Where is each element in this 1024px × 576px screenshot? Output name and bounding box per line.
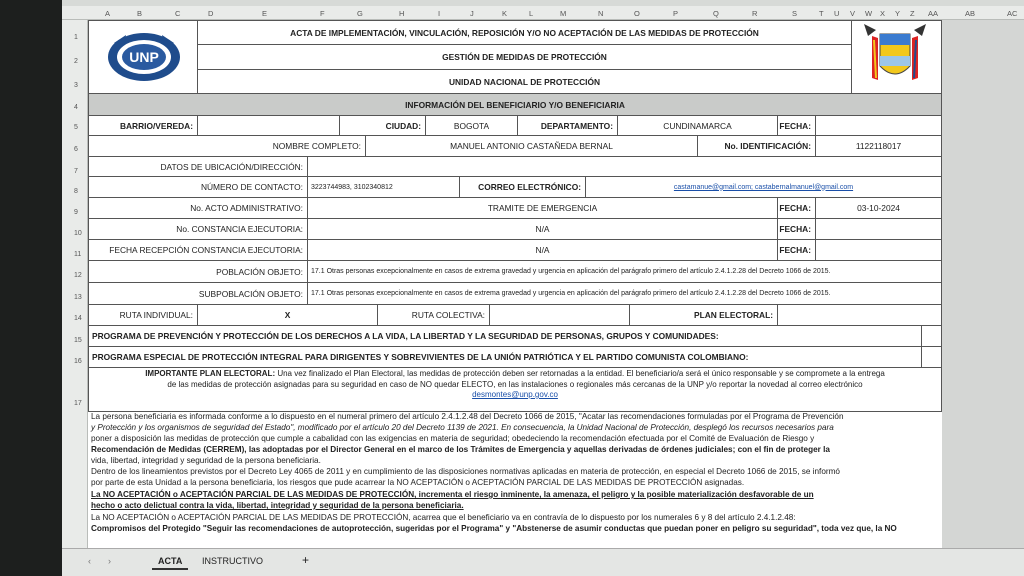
row-header-bar <box>62 20 88 548</box>
row-header[interactable]: 4 <box>74 104 78 111</box>
col-header[interactable]: L <box>529 9 534 18</box>
row-header[interactable]: 9 <box>74 209 78 216</box>
constancia-fecha-value[interactable] <box>816 219 942 240</box>
programa-especial-check[interactable] <box>922 347 942 368</box>
col-header[interactable]: R <box>752 9 758 18</box>
col-header[interactable]: O <box>634 9 640 18</box>
row-header[interactable]: 6 <box>74 146 78 153</box>
title-unidad: UNIDAD NACIONAL DE PROTECCIÓN <box>198 70 852 94</box>
body-line-10: La NO ACEPTACIÓN o ACEPTACIÓN PARCIAL DE LAS MEDIDAS DE PROTECCIÓN, acarrea que el beneficiario va en contravía de lo dispuesto por los numerales 6 y 8 del artículo 2.4.1.2.48: <box>91 513 796 522</box>
row-header[interactable]: 7 <box>74 168 78 175</box>
col-header[interactable]: X <box>880 9 886 18</box>
nombre-label: NOMBRE COMPLETO: <box>88 136 366 157</box>
row-header[interactable]: 3 <box>74 82 78 89</box>
departamento-label: DEPARTAMENTO: <box>518 116 618 136</box>
constancia-fecha-label: FECHA: <box>778 219 816 240</box>
ruta-colectiva-value[interactable] <box>490 305 630 326</box>
acto-value[interactable]: TRAMITE DE EMERGENCIA <box>308 198 778 219</box>
plan-electoral-label: PLAN ELECTORAL: <box>630 305 778 326</box>
body-line-6: Dentro de los lineamientos previstos por el Decreto Ley 4065 de 2011 y en cumplimiento de las disposiciones normativas aplicadas en materia de protección, en especial el Decreto 1066 de 2015, se informó <box>91 467 840 476</box>
body-line-3: poner a disposición las medidas de protección que cumple a cabalidad con las exigencias en materia de seguridad; obedeciendo la recomendación efectuada por el Comité de Evaluación de Riesgo y <box>91 434 815 443</box>
row-header[interactable]: 11 <box>74 251 82 258</box>
body-line-11: Compromisos del Protegido "Seguir las recomendaciones de autoprotección, sugeridas por el Programa" y "Abstenerse de asumir conductas que puedan poner en peligro su seguridad", toda vez que, la NO <box>91 524 897 533</box>
row-header[interactable]: 15 <box>74 337 82 344</box>
col-header[interactable]: AB <box>965 9 976 18</box>
body-line-2: y Protección y los organismos de seguridad del Estado", modificado por el artículo 20 del Decreto 1139 de 2021. En consecuencia, la Unidad Nacional de Protección, desplegó los recursos necesarios para <box>91 423 834 432</box>
col-header[interactable]: V <box>850 9 856 18</box>
departamento-value[interactable]: CUNDINAMARCA <box>618 116 778 136</box>
row-header[interactable]: 2 <box>74 58 78 65</box>
sheet-grid[interactable] <box>88 20 942 548</box>
identificacion-value[interactable]: 1122118017 <box>816 136 942 157</box>
tab-acta[interactable]: ACTA <box>152 554 188 570</box>
title-gestion: GESTIÓN DE MEDIDAS DE PROTECCIÓN <box>198 45 852 70</box>
notice-email[interactable]: desmontes@unp.gov.co <box>472 390 558 399</box>
correo-value[interactable]: castamanue@gmail.com; castabernalmanuel@gmail.com <box>586 177 942 198</box>
correo-label: CORREO ELECTRÓNICO: <box>460 177 586 198</box>
coat-of-arms-cell <box>852 20 942 94</box>
ciudad-value[interactable]: BOGOTA <box>426 116 518 136</box>
col-header[interactable]: T <box>819 9 824 18</box>
row-header[interactable]: 17 <box>74 400 82 407</box>
add-sheet-button[interactable]: + <box>302 553 310 567</box>
col-header[interactable]: AC <box>1007 9 1018 18</box>
empty-sheet-area[interactable] <box>942 20 1024 548</box>
subpoblacion-label: SUBPOBLACIÓN OBJETO: <box>88 283 308 305</box>
programa-prevencion: PROGRAMA DE PREVENCIÓN Y PROTECCIÓN DE LOS DERECHOS A LA VIDA, LA LIBERTAD Y LA SEGURIDAD DE PERSONAS, GRUPOS Y COMUNIDADES: <box>88 326 922 347</box>
col-header[interactable]: N <box>598 9 604 18</box>
col-header[interactable]: Y <box>895 9 901 18</box>
poblacion-label: POBLACIÓN OBJETO: <box>88 261 308 283</box>
col-header[interactable]: E <box>262 9 268 18</box>
column-header-bar <box>62 6 1024 20</box>
ubicacion-value[interactable] <box>308 157 942 177</box>
col-header[interactable]: Q <box>713 9 719 18</box>
programa-especial: PROGRAMA ESPECIAL DE PROTECCIÓN INTEGRAL PARA DIRIGENTES Y SOBREVIVIENTES DE LA UNIÓN PATRIÓTICA Y EL PARTIDO COMUNISTA COLOMBIANO: <box>88 347 922 368</box>
notice-text-1: Una vez finalizado el Plan Electoral, las medidas de protección deben ser retornadas a la entidad. El beneficiario/a será el único responsable y se compromete a la entrega <box>275 369 885 378</box>
ciudad-label: CIUDAD: <box>340 116 426 136</box>
spreadsheet-window <box>62 0 1024 576</box>
constancia-value[interactable]: N/A <box>308 219 778 240</box>
body-line-4: Recomendación de Medidas (CERREM), las adoptadas por el Director General en el marco de los Trámites de Emergencia y aquellas derivadas de órdenes judiciales; con el fin de proteger la <box>91 445 830 454</box>
svg-text:UNP: UNP <box>129 49 159 65</box>
row-header[interactable]: 1 <box>74 34 78 41</box>
row-header[interactable]: 13 <box>74 294 82 301</box>
acto-label: No. ACTO ADMINISTRATIVO: <box>88 198 308 219</box>
contacto-value[interactable]: 3223744983, 3102340812 <box>308 177 460 198</box>
tab-scroll-left-icon[interactable]: ‹ <box>88 556 91 566</box>
body-line-8: La NO ACEPTACIÓN o ACEPTACIÓN PARCIAL DE LAS MEDIDAS DE PROTECCIÓN, incrementa el riesgo inminente, la amenaza, el peligro y la posible materialización desfavorable de un <box>91 490 814 499</box>
col-header[interactable]: U <box>834 9 840 18</box>
fecha-label: FECHA: <box>778 116 816 136</box>
col-header[interactable]: J <box>470 9 474 18</box>
barrio-value[interactable] <box>198 116 340 136</box>
tab-scroll-right-icon[interactable]: › <box>108 556 111 566</box>
col-header[interactable]: Z <box>910 9 915 18</box>
row-header[interactable]: 14 <box>74 315 82 322</box>
body-line-9: hecho o acto delictual contra la vida, libertad, integridad y seguridad de la persona beneficiaria. <box>91 501 464 510</box>
col-header[interactable]: I <box>438 9 441 18</box>
recepcion-label: FECHA RECEPCIÓN CONSTANCIA EJECUTORIA: <box>88 240 308 261</box>
identificacion-label: No. IDENTIFICACIÓN: <box>698 136 816 157</box>
poblacion-value[interactable]: 17.1 Otras personas excepcionalmente en casos de extrema gravedad y urgencia en aplicación del parágrafo primero del artículo 2.4.1.2.28 del Decreto 1066 de 2015. <box>308 261 942 283</box>
recepcion-value[interactable]: N/A <box>308 240 778 261</box>
col-header[interactable]: H <box>399 9 405 18</box>
col-header[interactable]: M <box>560 9 567 18</box>
fecha-value[interactable] <box>816 116 942 136</box>
body-line-1: La persona beneficiaria es informada conforme a lo dispuesto en el numeral primero del artículo 2.4.1.2.48 del Decreto 1066 de 2015, "Acatar las recomendaciones formuladas por el Programa de Prevención <box>91 412 844 421</box>
acto-fecha-label: FECHA: <box>778 198 816 219</box>
contacto-label: NÚMERO DE CONTACTO: <box>88 177 308 198</box>
ubicacion-label: DATOS DE UBICACIÓN/DIRECCIÓN: <box>88 157 308 177</box>
col-header[interactable]: C <box>175 9 181 18</box>
nombre-value[interactable]: MANUEL ANTONIO CASTAÑEDA BERNAL <box>366 136 698 157</box>
coat-of-arms-icon <box>852 22 938 92</box>
constancia-label: No. CONSTANCIA EJECUTORIA: <box>88 219 308 240</box>
plan-electoral-notice <box>88 368 942 412</box>
subpoblacion-value[interactable]: 17.1 Otras personas excepcionalmente en casos de extrema gravedad y urgencia en aplicación del parágrafo primero del artículo 2.4.1.2.28 del Decreto 1066 de 2015. <box>308 283 942 305</box>
recepcion-fecha-label: FECHA: <box>778 240 816 261</box>
unp-logo-cell <box>88 20 198 94</box>
col-header[interactable]: S <box>792 9 798 18</box>
col-header[interactable]: K <box>502 9 508 18</box>
row-header[interactable]: 5 <box>74 124 78 131</box>
title-main: ACTA DE IMPLEMENTACIÓN, VINCULACIÓN, REPOSICIÓN Y/O NO ACEPTACIÓN DE LAS MEDIDAS DE PROTECCIÓN <box>198 20 852 45</box>
body-line-5: vida, libertad, integridad y seguridad de la persona beneficiaria. <box>91 456 321 465</box>
recepcion-fecha-value[interactable] <box>816 240 942 261</box>
notice-title: IMPORTANTE PLAN ELECTORAL: <box>145 369 276 378</box>
col-header[interactable]: G <box>357 9 363 18</box>
row-header[interactable]: 8 <box>74 188 78 195</box>
unp-logo <box>99 24 189 90</box>
row-header[interactable]: 10 <box>74 230 82 237</box>
row-header[interactable]: 12 <box>74 272 82 279</box>
col-header[interactable]: F <box>320 9 325 18</box>
col-header[interactable]: A <box>105 9 111 18</box>
barrio-label: BARRIO/VEREDA: <box>88 116 198 136</box>
plan-electoral-value[interactable] <box>778 305 942 326</box>
col-header[interactable]: AA <box>928 9 939 18</box>
col-header[interactable]: W <box>865 9 873 18</box>
ruta-colectiva-label: RUTA COLECTIVA: <box>378 305 490 326</box>
col-header[interactable]: D <box>208 9 214 18</box>
programa-prevencion-check[interactable] <box>922 326 942 347</box>
ruta-individual-value[interactable]: X <box>198 305 378 326</box>
acto-fecha-value[interactable]: 03-10-2024 <box>816 198 942 219</box>
notice-text-2: de las medidas de protección asignadas para su seguridad en caso de NO quedar ELECTO, en las instalaciones o regionales más cercanas de la UNP y/o reportar la novedad al correo electrónico <box>167 379 863 389</box>
sheet-tab-bar <box>62 548 1024 576</box>
row-header[interactable]: 16 <box>74 358 82 365</box>
tab-instructivo[interactable]: INSTRUCTIVO <box>202 556 264 566</box>
section-header: INFORMACIÓN DEL BENEFICIARIO Y/O BENEFICIARIA <box>88 94 942 116</box>
col-header[interactable]: P <box>673 9 679 18</box>
col-header[interactable]: B <box>137 9 143 18</box>
body-line-7: por parte de esta Unidad a la persona beneficiaria, los riesgos que pude acarrear la NO ACEPTACIÓN o ACEPTACIÓN PARCIAL DE LAS MEDIDAS DE PROTECCIÓN asignadas. <box>91 478 745 487</box>
ruta-individual-label: RUTA INDIVIDUAL: <box>88 305 198 326</box>
